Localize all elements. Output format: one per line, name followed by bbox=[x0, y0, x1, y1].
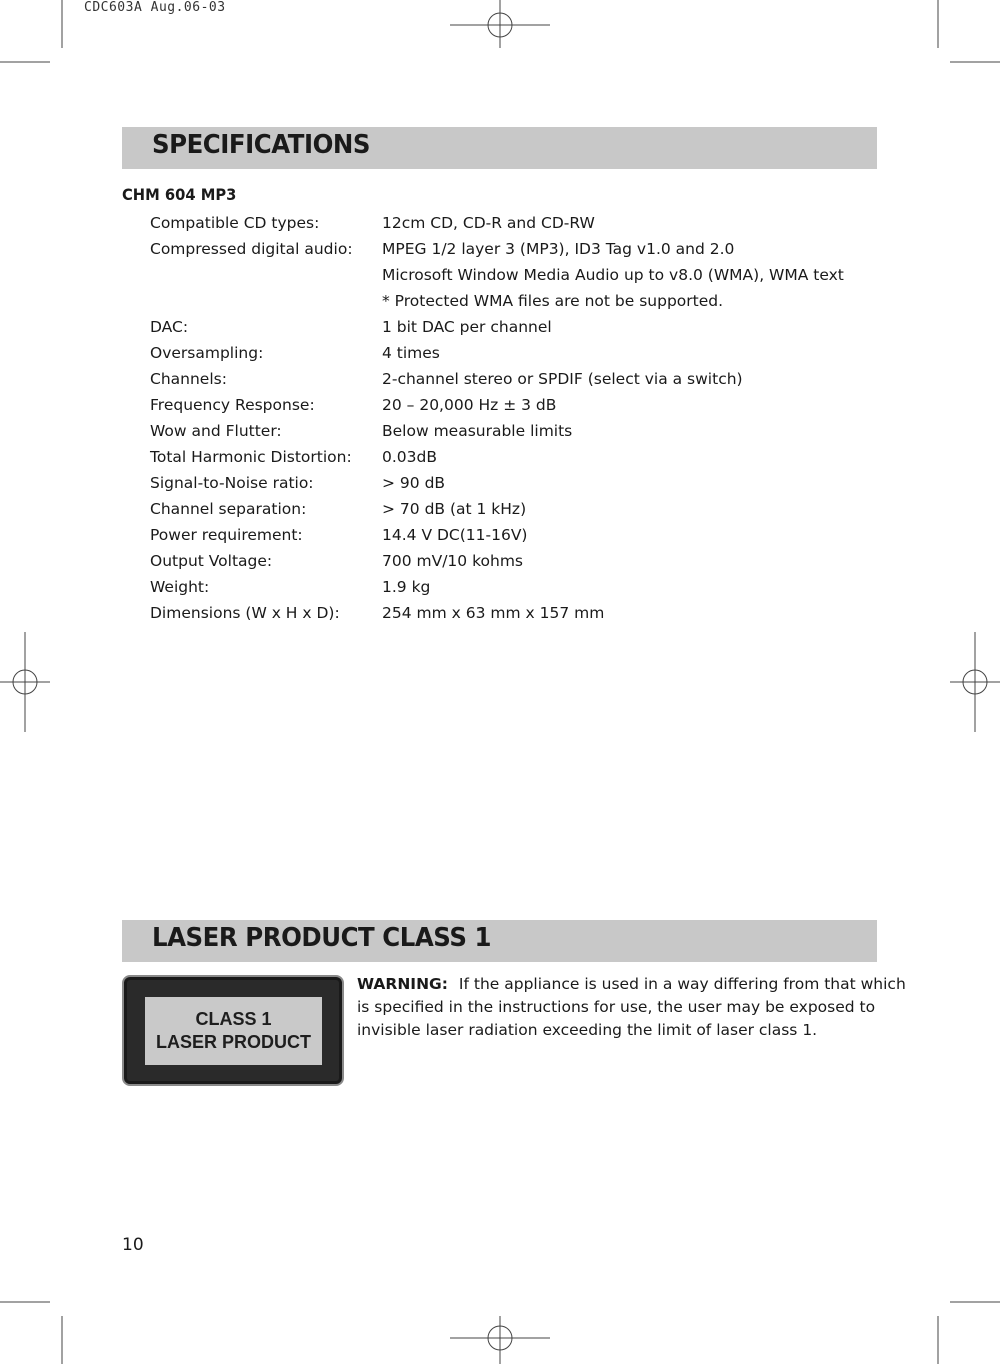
model-name: CHM 604 MP3 bbox=[122, 185, 237, 204]
spec-value: * Protected WMA files are not be supported. bbox=[382, 292, 724, 310]
spec-row bbox=[150, 340, 877, 366]
warning-text: If the appliance is used in a way differing from that which bbox=[458, 975, 906, 993]
spec-row bbox=[150, 548, 877, 574]
spec-label: Compressed digital audio: bbox=[150, 240, 353, 258]
specifications-title: SPECIFICATIONS bbox=[152, 130, 371, 160]
spec-label: Channel separation: bbox=[150, 500, 307, 518]
spec-value: Microsoft Window Media Audio up to v8.0 (WMA), WMA text bbox=[382, 266, 844, 284]
spec-label: Signal-to-Noise ratio: bbox=[150, 474, 314, 492]
spec-values bbox=[382, 496, 877, 522]
badge-line-product: LASER PRODUCT bbox=[155, 1032, 311, 1052]
spec-value: > 90 dB bbox=[382, 474, 446, 492]
spec-values bbox=[382, 522, 877, 548]
laser-class-badge bbox=[122, 975, 344, 1086]
spec-values bbox=[382, 600, 877, 626]
spec-values bbox=[382, 470, 877, 496]
specifications-header bbox=[122, 127, 877, 169]
spec-values bbox=[382, 366, 877, 392]
spec-values bbox=[382, 314, 877, 340]
spec-values bbox=[382, 340, 877, 366]
spec-row bbox=[150, 418, 877, 444]
page-number: 10 bbox=[122, 1235, 144, 1255]
spec-label: Channels: bbox=[150, 370, 227, 388]
spec-values bbox=[382, 210, 877, 236]
warning-line: invisible laser radiation exceeding the limit of laser class 1. bbox=[357, 1021, 818, 1039]
warning-line: is specified in the instructions for use, the user may be exposed to bbox=[357, 998, 876, 1016]
spec-row bbox=[150, 236, 877, 314]
spec-values bbox=[382, 444, 877, 470]
spec-label: DAC: bbox=[150, 318, 189, 336]
spec-row bbox=[150, 496, 877, 522]
spec-value: 4 times bbox=[382, 344, 440, 362]
spec-row bbox=[150, 444, 877, 470]
spec-label: Power requirement: bbox=[150, 526, 303, 544]
spec-value: > 70 dB (at 1 kHz) bbox=[382, 500, 527, 518]
spec-value: 254 mm x 63 mm x 157 mm bbox=[382, 604, 605, 622]
spec-values bbox=[382, 418, 877, 444]
spec-value: MPEG 1/2 layer 3 (MP3), ID3 Tag v1.0 and 2.0 bbox=[382, 240, 735, 258]
spec-label: Weight: bbox=[150, 578, 210, 596]
spec-row bbox=[150, 366, 877, 392]
spec-value: 12cm CD, CD-R and CD-RW bbox=[382, 214, 595, 232]
spec-value: 0.03dB bbox=[382, 448, 437, 466]
laser-badge-panel bbox=[145, 997, 322, 1065]
spec-row bbox=[150, 210, 877, 236]
warning-label: WARNING: bbox=[357, 975, 448, 993]
spec-values bbox=[382, 574, 877, 600]
print-job-label: CDC603A Aug.06-03 bbox=[84, 0, 226, 15]
spec-value: 20 – 20,000 Hz ± 3 dB bbox=[382, 396, 557, 414]
spec-value: 700 mV/10 kohms bbox=[382, 552, 523, 570]
warning-line bbox=[357, 973, 906, 996]
spec-row bbox=[150, 522, 877, 548]
laser-title: LASER PRODUCT CLASS 1 bbox=[152, 923, 492, 953]
spec-value: 1 bit DAC per channel bbox=[382, 318, 552, 336]
badge-line-class: CLASS 1 bbox=[195, 1009, 272, 1029]
laser-warning bbox=[357, 973, 906, 1042]
spec-row bbox=[150, 574, 877, 600]
spec-value: Below measurable limits bbox=[382, 422, 573, 440]
spec-row bbox=[150, 600, 877, 626]
spec-label: Wow and Flutter: bbox=[150, 422, 282, 440]
spec-values bbox=[382, 548, 877, 574]
laser-header bbox=[122, 920, 877, 962]
spec-row bbox=[150, 314, 877, 340]
spec-label: Compatible CD types: bbox=[150, 214, 320, 232]
spec-label: Total Harmonic Distortion: bbox=[150, 448, 352, 466]
specifications-list bbox=[150, 210, 877, 626]
spec-label: Frequency Response: bbox=[150, 396, 315, 414]
spec-label: Output Voltage: bbox=[150, 552, 273, 570]
spec-value: 1.9 kg bbox=[382, 578, 431, 596]
spec-values bbox=[382, 392, 877, 418]
spec-label: Oversampling: bbox=[150, 344, 264, 362]
spec-row bbox=[150, 392, 877, 418]
spec-row bbox=[150, 470, 877, 496]
spec-label: Dimensions (W x H x D): bbox=[150, 604, 340, 622]
spec-value: 14.4 V DC(11-16V) bbox=[382, 526, 528, 544]
spec-value: 2-channel stereo or SPDIF (select via a switch) bbox=[382, 370, 743, 388]
spec-values bbox=[382, 236, 877, 314]
